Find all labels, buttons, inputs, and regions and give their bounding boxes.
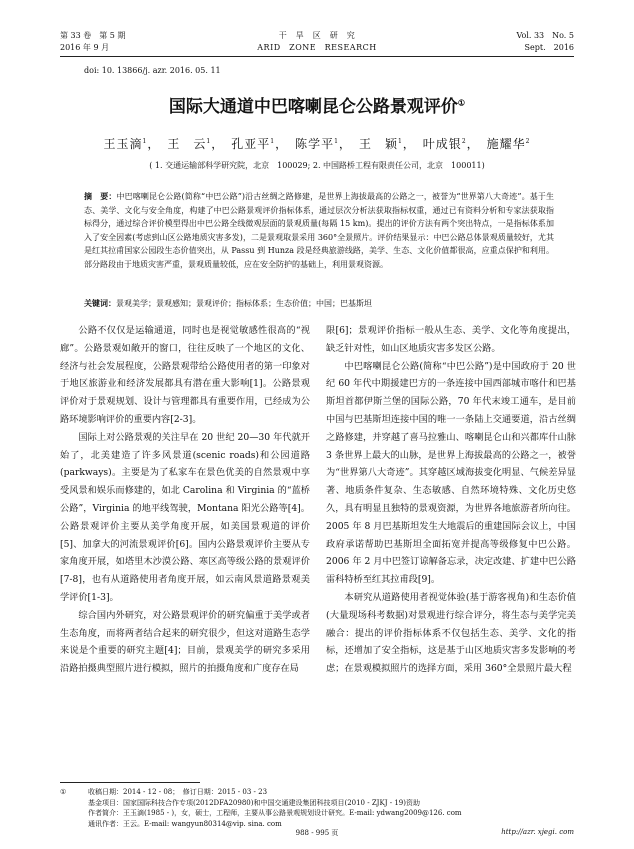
body-column-left bbox=[60, 322, 310, 678]
author-separator: ， bbox=[147, 137, 168, 151]
author-separator: ， bbox=[466, 137, 487, 151]
footnote bbox=[60, 787, 574, 829]
author-affiliation-mark: 1 bbox=[206, 138, 212, 145]
author-name: 叶成银 bbox=[422, 137, 462, 151]
author-separator: ， bbox=[338, 137, 359, 151]
keywords-label: 关键词： bbox=[84, 298, 116, 308]
page-range: 988 - 995 页 bbox=[295, 829, 339, 837]
author-affiliation-mark: 1 bbox=[334, 138, 339, 145]
affiliations: ( 1. 交通运输部科学研究院，北京 100029; 2. 中国路桥工程有限责任公司，北京 100011) bbox=[149, 161, 485, 170]
body-paragraph: 公路不仅仅是运输通道，同时也是视觉敏感性很高的“视廊”。公路景观如敞开的窗口，往往反映了一个地区的文化、经济与社会发展程度，公路景观带给公路使用者的第一印象对于地区旅游业和经济发展都具有潜在重大影响[1]。公路景观评价对于景观规划、设计与管理都具有重要作用，已经成为公路环境影响评价的重要内容[2-3]。 bbox=[60, 325, 310, 425]
journal-volume-header-en bbox=[516, 30, 574, 54]
body-paragraph: 国际上对公路景观的关注早在 20 世纪 20—30 年代就开始了，北美建造了许多风景道(scenic roads)和公园道路(parkways)。主要是为了私家车在景色优美的自然景观中享受风景和娱乐而修建的，如北 Carolina 和 Virginia 的“蓝桥公路”，Virginia 的地平线驾驶，Montana 阳光公路等[4]。公路景观评价主要从美学角度开展，如美国景观道的评价[5]、加拿大的河流景观评价[6]。国内公路景观评价主要从专家角度开展，如塔里木沙漠公路、寒区高等级公路的景观评价[7-8]，也有从道路使用者角度开展，如云南风景道路景观美学评价[1-3]。 bbox=[60, 431, 310, 603]
body-paragraph: 中巴喀喇昆仑公路(简称“中巴公路”)是中国政府于 20 世纪 60 年代中期援建巴方的一条连接中国西部城市喀什和巴基斯坦首都伊斯兰堡的国际公路，70 年代末竣工通车，是目前中国与巴基斯坦连接中国的唯一一条陆上交通要道，沿古丝绸之路修建，并穿越了喜马拉雅山、喀喇昆仑山和兴都库什山脉 3 条世界上最大的山脉，是世界上海拔最高的公路之一，被誉为“世界第八大奇迹”。其穿越区域海拔变化明显、气候差异显著、地质条件复杂、生态敏感、自然环境特殊、文化历史悠久，具有明显且独特的景观资源，为世界各地旅游者所向往。2005 年 8 月巴基斯坦发生大地震后的重建国际会议上，中国政府承诺帮助巴基斯坦全面拓宽并提高等级修复中巴公路。2006 年 2 月中巴签订谅解备忘录，决定改建、扩建中巴公路雷科特桥至红其拉甫段[9]。 bbox=[326, 360, 576, 586]
journal-url: http://azr. xjegi. com bbox=[501, 828, 574, 836]
journal-name-en: ARID ZONE RESEARCH bbox=[257, 43, 377, 52]
paper-title bbox=[0, 92, 634, 117]
volume-issue-en: Vol. 33 No. 5 bbox=[516, 31, 574, 40]
author-affiliation-mark: 1 bbox=[142, 138, 148, 145]
author-affiliation-mark: 1 bbox=[397, 138, 403, 145]
doi: doi: 10. 13866/j. azr. 2016. 05. 11 bbox=[84, 66, 221, 75]
author-name: 施耀华 bbox=[486, 137, 526, 151]
footnote-line: 通讯作者：王云。E-mail: wangyun80314@vip. sina. com bbox=[88, 819, 282, 828]
date-en: Sept. 2016 bbox=[524, 43, 574, 52]
header-rule bbox=[60, 56, 574, 57]
journal-name-cn: 干 旱 区 研 究 bbox=[278, 31, 356, 40]
footnote-rule bbox=[60, 782, 200, 783]
title-text: 国际大通道中巴喀喇昆仑公路景观评价 bbox=[168, 97, 458, 117]
author-name: 王玉滴 bbox=[103, 137, 143, 151]
author-affiliation-mark: 1 bbox=[270, 138, 276, 145]
volume-issue-cn: 第 33 卷 第 5 期 bbox=[60, 31, 126, 40]
author-separator: ， bbox=[211, 137, 232, 151]
author-name: 王 颖 bbox=[358, 137, 398, 151]
author-separator: ， bbox=[275, 137, 296, 151]
keywords-text: 景观美学；景观感知；景观评价；指标体系；生态价值；中国；巴基斯坦 bbox=[116, 299, 372, 308]
author-name: 孔亚平 bbox=[231, 137, 271, 151]
abstract-text: 中巴喀喇昆仑公路(简称“中巴公路”)沿古丝绸之路修建，是世界上海拔最高的公路之一，被誉为“世界第八大奇迹”。基于生态、美学、文化与安全角度，构建了中巴公路景观评价指标体系，通过层次分析法获取指标权重，通过已有资料分析和专家法获取指标得分，通过综合评价模型得出中巴公路全线微观层面的景观质量(每隔 15 km)。提出的评价方法有两个突出特点，一是指标体系加入了安全因素(考虑到山区公路地质灾害多发)，二是景观取景采用 360°全景照片。评价结果显示：中巴公路总体景观质量较好，尤其是红其拉甫国家公园段生态价值突出，从 Passu 到 Hunza 段是经典旅游线路，美学、生态、文化价值都很高，应重点保护和利用。部分路段由于地质灾害严重，景观质量较低，应在安全防护的基础上，利用景观资源。 bbox=[84, 192, 555, 269]
body-paragraph: 本研究从道路使用者视觉体验(基于游客视角)和生态价值(大量现场科考数据)对景观进行综合评分，将生态与美学完美融合：提出的评价指标体系不仅包括生态、美学、文化的指标，还增加了安全指标，这是基于山区地质灾害多发影响的考虑；在景观模拟照片的选择方面，采用 360°全景照片最大程 bbox=[326, 591, 576, 675]
body-column-right bbox=[326, 322, 576, 678]
footnote-mark: ① bbox=[60, 788, 67, 796]
abstract bbox=[84, 190, 554, 272]
author-affiliation-mark: 2 bbox=[525, 138, 531, 145]
keywords bbox=[84, 297, 554, 310]
author-affiliation-mark: 2 bbox=[461, 138, 467, 145]
footnote-line: 作者简介：王玉滴(1985 - )，女，硕士，工程师，主要从事公路景观规划设计研究。E-mail: ydwang2009@126. com bbox=[88, 809, 462, 817]
abstract-label: 摘 要： bbox=[84, 191, 117, 201]
body-paragraph: 限[6]；景观评价指标一般从生态、美学、文化等角度提出，缺乏针对性，如山区地质灾害多发区公路。 bbox=[326, 325, 576, 354]
title-footnote-mark: ① bbox=[457, 97, 466, 108]
footnote-line: 基金项目：国家国际科技合作专项(2012DFA20980)和中国交通建设集团科技项目(2010 - ZJKJ - 19)资助 bbox=[88, 798, 420, 807]
date-cn: 2016 年 9 月 bbox=[60, 43, 110, 52]
author-name: 王 云 bbox=[167, 137, 207, 151]
footnote-line: 收稿日期：2014 - 12 - 08； 修订日期：2015 - 03 - 23 bbox=[88, 788, 268, 796]
author-name: 陈学平 bbox=[295, 137, 335, 151]
author-separator: ， bbox=[402, 137, 423, 151]
footnote-body bbox=[88, 787, 574, 829]
body-paragraph: 综合国内外研究，对公路景观评价的研究偏重于美学或者生态角度，而将两者结合起来的研究很少，但这对道路生态学来说是个重要的研究主题[4]；目前，景观美学的研究多采用沿路拍摄典型照片进行模拟，照片的拍摄角度和广度存在局 bbox=[60, 609, 310, 675]
author-list bbox=[0, 135, 634, 152]
